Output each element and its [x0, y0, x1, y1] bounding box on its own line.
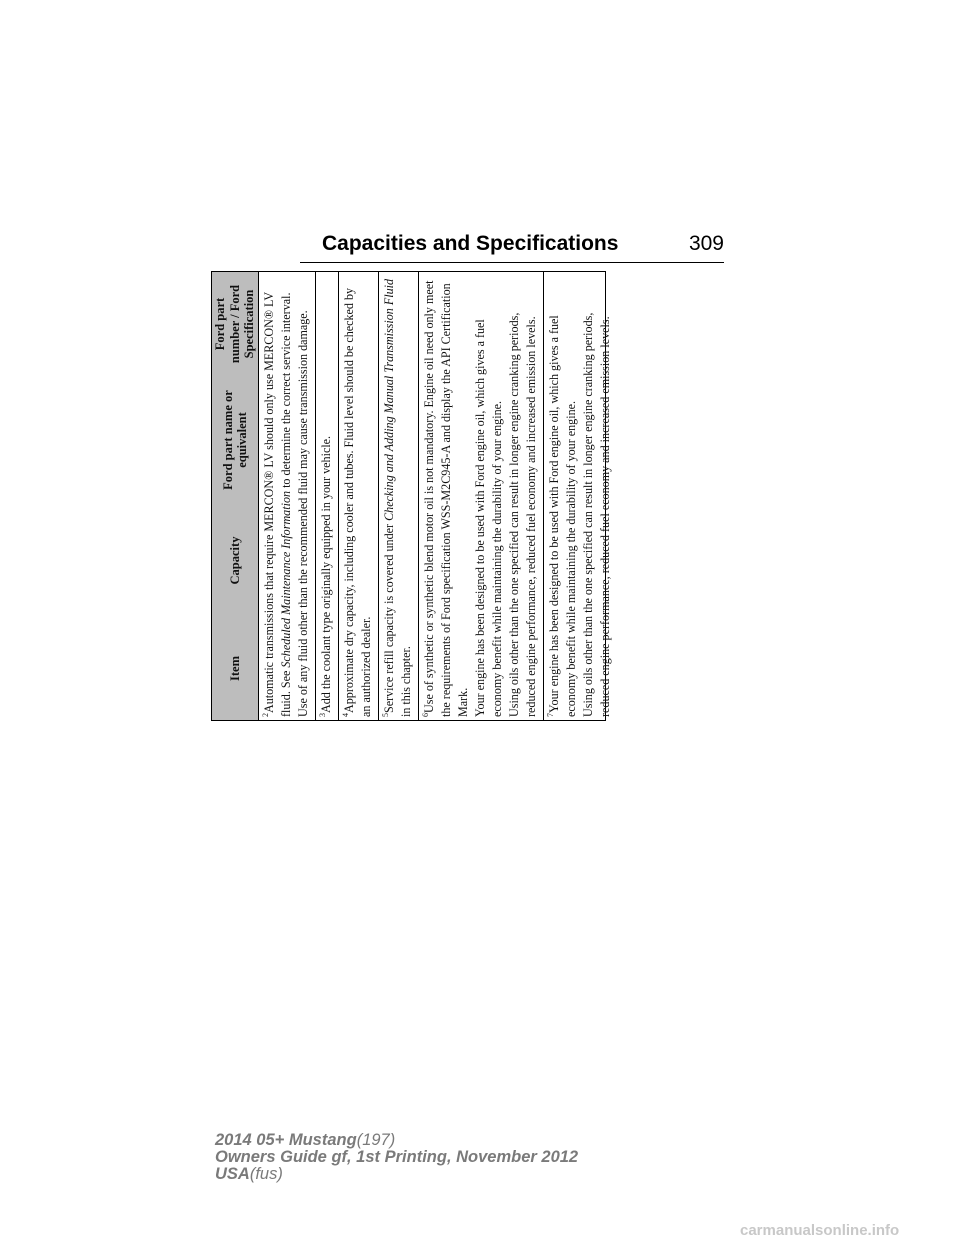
footnote-4 [339, 272, 379, 720]
footnote-reference[interactable]: Scheduled Maintenance Information [279, 490, 293, 668]
page-title: Capacities and Specifications [322, 232, 619, 255]
footnote-paragraph: Using oils other than the one specified can result in longer engine cranking periods, reduced engine performance, reduced fuel economy and increased emission levels. [507, 312, 538, 717]
table-header-row [212, 272, 259, 720]
document-footer [215, 1132, 578, 1183]
table-rotated-content [211, 271, 612, 721]
footnote-text: Use of synthetic or synthetic blend motor oil is not mandatory. Engine oil need only meet the requirements of Ford specification WSS-M2C945-A and display the API Certification Mark. [422, 280, 470, 717]
footnote-text: Automatic transmissions that require MERCON® LV should only use MERCON® LV fluid. See [262, 292, 293, 717]
footnote-6 [419, 272, 544, 720]
footer-region-code: (fus) [249, 1165, 283, 1183]
footnote-paragraph [546, 275, 580, 717]
footnote-text: to determine the correct service interval. Use of any fluid other than the recommended fluid may cause transmission damage. [279, 292, 310, 717]
page-number: 309 [688, 232, 724, 255]
footnote-text: Your engine has been designed to be used with Ford engine oil, which gives a fuel economy benefit while maintaining the durability of your engine. [547, 315, 578, 717]
footnote-text: Approximate dry capacity, including cooler and tubes. Fluid level should be checked by an authorized dealer. [342, 287, 373, 717]
column-header-part-name: Ford part name or equivalent [220, 390, 249, 490]
footnote-text: Add the coolant type originally equipped in your vehicle. [319, 435, 333, 713]
footnote-reference[interactable]: Checking and Adding Manual Transmission Fluid [382, 278, 396, 521]
footnote-2 [259, 272, 316, 720]
column-header-capacity: Capacity [227, 536, 242, 585]
footnote-text: Service refill capacity is covered under [382, 520, 396, 713]
footer-line-1 [215, 1132, 578, 1149]
footer-model: 2014 05+ Mustang [215, 1131, 357, 1149]
footnote-text: in this chapter. [399, 646, 413, 717]
specifications-table [211, 271, 661, 717]
column-header-part-number: Ford part number / Ford Specification [213, 284, 257, 364]
footnote-number: 4 [340, 713, 350, 717]
page-header [300, 232, 724, 263]
footer-code: (197) [356, 1131, 396, 1149]
footnote-paragraph [421, 275, 472, 717]
footnote-5 [379, 272, 419, 720]
footnote-number: 3 [317, 713, 327, 717]
footnote-paragraph: Using oils other than the one specified can result in longer engine cranking periods, reduced engine performance, reduced fuel economy and increased emission levels. [581, 312, 612, 717]
footnote-7 [544, 272, 617, 720]
footnote-number: 5 [380, 713, 390, 717]
footnote-paragraph: Your engine has been designed to be used with Ford engine oil, which gives a fuel economy benefit while maintaining the durability of your engine. [473, 319, 504, 717]
footnote-number: 2 [260, 713, 270, 717]
footer-region: USA [215, 1165, 250, 1183]
footer-line-2: Owners Guide gf, 1st Printing, November 2012 [215, 1148, 579, 1166]
footnote-number: 7 [545, 713, 555, 717]
watermark: carmanualsonline.info [740, 1222, 900, 1239]
footnote-3 [316, 272, 339, 720]
footnote-number: 6 [420, 713, 430, 717]
footer-line-3 [215, 1166, 578, 1183]
column-header-item: Item [227, 656, 242, 681]
